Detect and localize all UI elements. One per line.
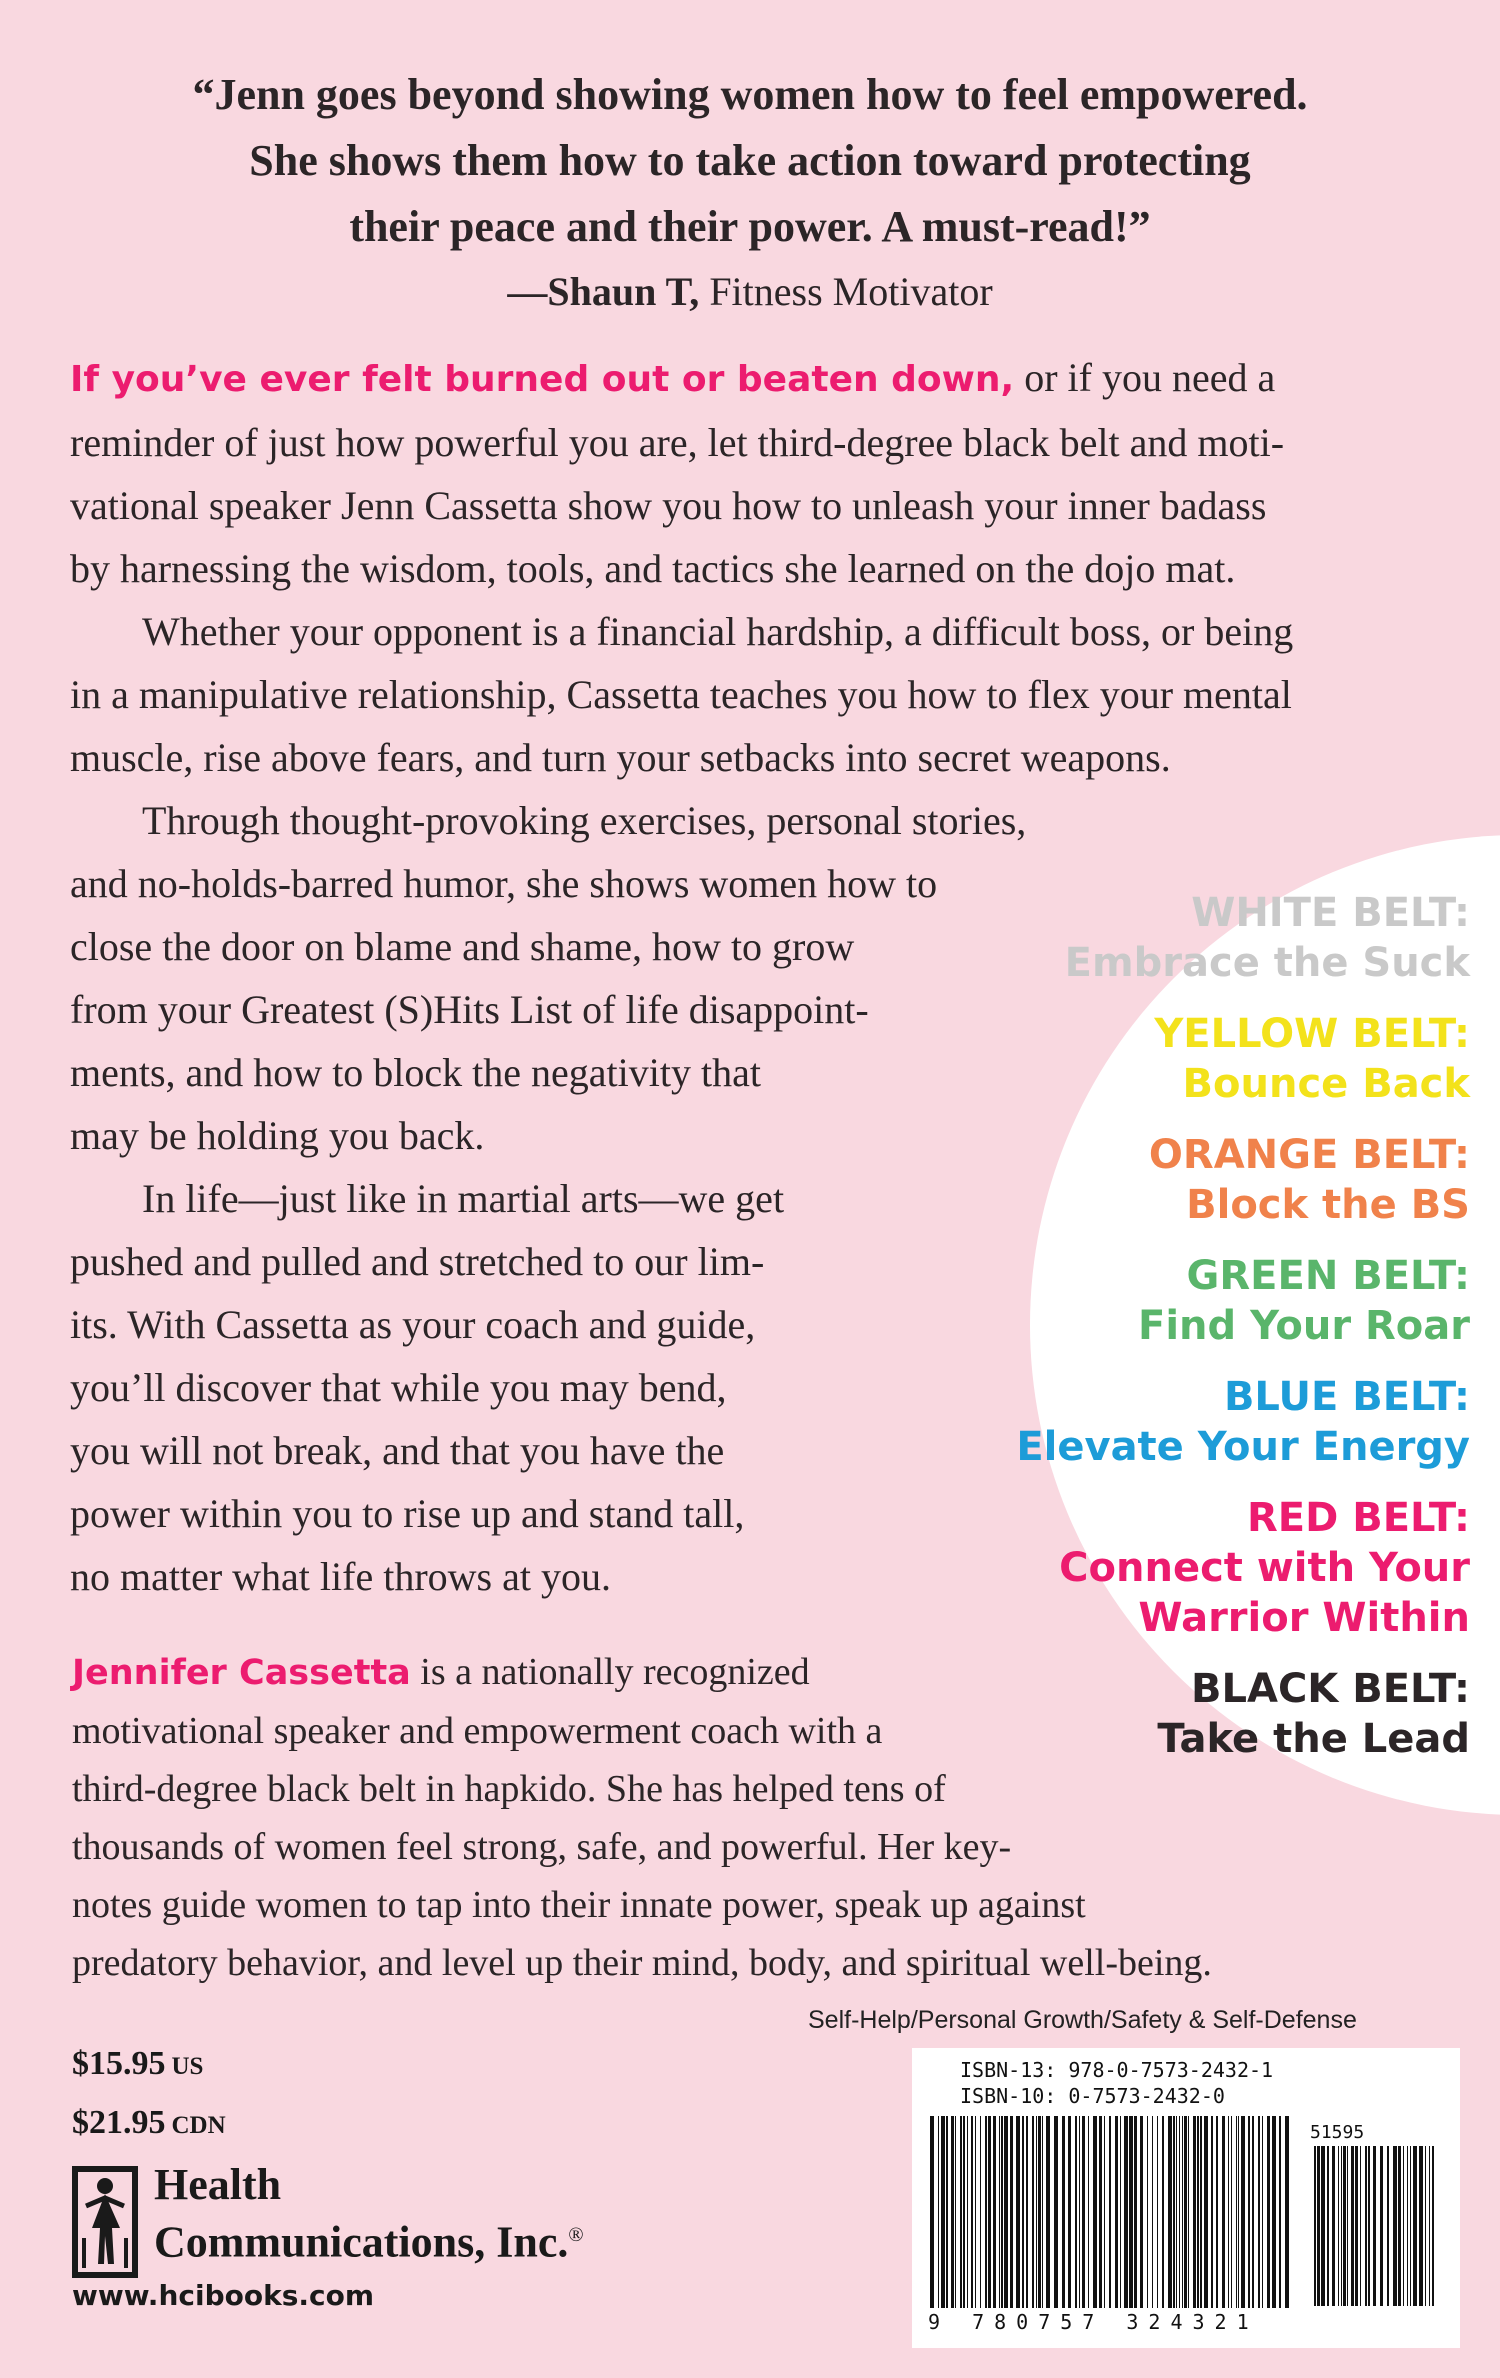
endorsement-quote (60, 62, 1440, 260)
publisher (72, 2160, 672, 2280)
ean-barcode (926, 2116, 1296, 2312)
barcode (912, 2048, 1460, 2348)
author-name: Jennifer Cassetta (72, 1653, 411, 1693)
barcode-bar (1258, 2116, 1260, 2308)
barcode-bar (985, 2116, 987, 2308)
price-barcode (1310, 2146, 1440, 2312)
book-category: Self-Help/Personal Growth/Safety & Self-Defense (808, 2006, 1357, 2034)
barcode-bar (1360, 2146, 1361, 2306)
registered-mark: ® (568, 2224, 584, 2246)
quote-line: She shows them how to take action toward protecting (249, 136, 1251, 185)
intro-line: by harnessing the wisdom, tools, and tactics she learned on the dojo mat. (70, 546, 1236, 591)
barcode-bar (1179, 2116, 1180, 2308)
belt-subtitle: Elevate Your Energy (1016, 1424, 1470, 1470)
price-amount: $15.95 (72, 2045, 166, 2082)
barcode-bar (1129, 2116, 1133, 2308)
barcode-bar (1231, 2116, 1232, 2308)
belt-title: BLACK BELT: (1191, 1666, 1470, 1712)
barcode-bar (988, 2116, 991, 2308)
barcode-bar (1046, 2116, 1050, 2308)
para4-line: In life—just like in martial arts—we get (142, 1176, 785, 1221)
belt-item (920, 1493, 1470, 1643)
barcode-bar (999, 2116, 1000, 2308)
barcode-bar (963, 2116, 965, 2308)
belt-title: YELLOW BELT: (1154, 1011, 1470, 1057)
barcode-bar (1147, 2116, 1148, 2308)
barcode-bar (1380, 2146, 1383, 2306)
para4-line: power within you to rise up and stand tall, (70, 1491, 745, 1536)
barcode-bar (1068, 2116, 1071, 2308)
barcode-bar (1115, 2116, 1118, 2308)
barcode-bar (1228, 2116, 1229, 2308)
quote-line: “Jenn goes beyond showing women how to feel empowered. (192, 70, 1308, 119)
isbn-13: ISBN-13: 978-0-7573-2432-1 (960, 2058, 1274, 2082)
barcode-bar (951, 2116, 954, 2308)
barcode-bar (1088, 2116, 1089, 2308)
isbn-10: ISBN-10: 0-7573-2432-0 (960, 2084, 1225, 2108)
quote-author-title: Fitness Motivator (709, 269, 993, 314)
barcode-bar (1373, 2146, 1376, 2306)
belt-item (920, 888, 1470, 988)
para4-line: you will not break, and that you have the (70, 1428, 725, 1473)
price-currency: US (171, 2053, 204, 2080)
barcode-bar (1262, 2116, 1263, 2308)
barcode-bar (1393, 2146, 1397, 2306)
barcode-bar (1188, 2116, 1189, 2308)
intro-lead: If you’ve ever felt burned out or beaten down, (70, 359, 1015, 400)
publisher-line2 (154, 2210, 584, 2268)
belt-title: RED BELT: (1246, 1495, 1470, 1541)
publisher-line1: Health (154, 2160, 282, 2209)
bio-line: third-degree black belt in hapkido. She has helped tens of (72, 1768, 946, 1810)
belt-title: ORANGE BELT: (1148, 1132, 1470, 1178)
barcode-bar (1079, 2116, 1080, 2308)
barcode-bar (980, 2116, 981, 2308)
barcode-bar (960, 2116, 962, 2308)
barcode-bar (1168, 2116, 1172, 2308)
barcode-bar (1279, 2116, 1281, 2308)
para4-line: no matter what life throws at you. (70, 1554, 611, 1599)
belt-subtitle: Bounce Back (1182, 1061, 1470, 1107)
barcode-bar (1134, 2116, 1137, 2308)
para2-line: muscle, rise above fears, and turn your setbacks into secret weapons. (70, 735, 1171, 780)
barcode-bar (1104, 2116, 1105, 2308)
barcode-bar (1152, 2116, 1153, 2308)
barcode-bar (1204, 2116, 1208, 2308)
barcode-bar (1407, 2146, 1408, 2306)
barcode-bar (1157, 2116, 1158, 2308)
barcode-bar (1016, 2116, 1020, 2308)
bio-rest: is a nationally recognized (410, 1651, 810, 1693)
barcode-bar (941, 2116, 945, 2308)
barcode-bar (1176, 2116, 1177, 2308)
barcode-bar (1022, 2116, 1024, 2308)
barcode-bar (1285, 2116, 1289, 2308)
intro-line (70, 346, 1430, 411)
belt-item (920, 1009, 1470, 1109)
quote-attribution (60, 264, 1440, 320)
para2-line: Whether your opponent is a financial hardship, a difficult boss, or being (142, 609, 1294, 654)
para3-line: and no-holds-barred humor, she shows women how to (70, 861, 938, 906)
barcode-bar (1272, 2116, 1276, 2308)
bio-line: thousands of women feel strong, safe, and powerful. Her key- (72, 1826, 1012, 1868)
barcode-bar (1109, 2116, 1111, 2308)
barcode-bar (1341, 2146, 1342, 2306)
barcode-bar (1216, 2116, 1218, 2308)
price-currency: CDN (171, 2112, 226, 2139)
barcode-bar (1355, 2146, 1358, 2306)
belt-subtitle: Connect with Your (1059, 1545, 1470, 1591)
quote-author: —Shaun T, (507, 269, 700, 314)
para2-line: in a manipulative relationship, Cassetta teaches you how to flex your mental (70, 672, 1292, 717)
publisher-line2-text: Communications, Inc. (154, 2217, 569, 2267)
barcode-bar (1252, 2116, 1254, 2308)
barcode-bar (1182, 2116, 1183, 2308)
barcode-bar (1211, 2116, 1213, 2308)
barcode-bar (1403, 2146, 1404, 2306)
barcode-bar (1365, 2146, 1367, 2306)
para4-line: you’ll discover that while you may bend, (70, 1365, 727, 1410)
publisher-logo-icon (72, 2166, 138, 2278)
belt-title: GREEN BELT: (1186, 1253, 1470, 1299)
publisher-name (154, 2160, 584, 2268)
barcode-bar (1173, 2116, 1175, 2308)
barcode-digits: 9 780757 324321 (928, 2310, 1259, 2334)
para3-line: may be holding you back. (70, 1113, 485, 1158)
barcode-bar (1200, 2116, 1202, 2308)
barcode-bar (1036, 2116, 1037, 2308)
barcode-bar (1238, 2116, 1239, 2308)
price-cdn (72, 2095, 226, 2154)
bio-line: predatory behavior, and level up their mind, body, and spiritual well-being. (72, 1942, 1212, 1984)
para4-line: pushed and pulled and stretched to our lim- (70, 1239, 765, 1284)
barcode-bar (1317, 2146, 1320, 2306)
barcode-bar (955, 2116, 956, 2308)
barcode-bar (938, 2116, 939, 2308)
belt-subtitle: Embrace the Suck (1064, 940, 1470, 986)
barcode-bar (1054, 2116, 1058, 2308)
barcode-bar (1236, 2116, 1237, 2308)
barcode-bar (1120, 2116, 1121, 2308)
barcode-bar (971, 2116, 973, 2308)
bio-line (72, 1643, 1452, 1702)
belt-subtitle: Take the Lead (1157, 1716, 1470, 1762)
barcode-bar (1332, 2146, 1335, 2306)
publisher-website[interactable]: www.hcibooks.com (72, 2279, 375, 2312)
price-amount: $21.95 (72, 2104, 166, 2141)
barcode-bar (1351, 2146, 1354, 2306)
intro-line: reminder of just how powerful you are, let third-degree black belt and moti- (70, 420, 1285, 465)
para3-line: ments, and how to block the negativity that (70, 1050, 761, 1095)
belt-item (920, 1372, 1470, 1472)
barcode-bar (1184, 2116, 1187, 2308)
para3-line: Through thought-provoking exercises, personal stories, (142, 798, 1027, 843)
barcode-bar (1432, 2146, 1434, 2306)
barcode-bar (1347, 2146, 1348, 2306)
bio-line: notes guide women to tap into their innate power, speak up against (72, 1884, 1086, 1926)
barcode-bar (1429, 2146, 1430, 2306)
barcode-bar (1419, 2146, 1423, 2306)
barcode-bar (1140, 2116, 1143, 2308)
price-code: 51595 (1310, 2122, 1365, 2143)
barcode-bar (1413, 2146, 1417, 2306)
barcode-bar (1267, 2116, 1270, 2308)
barcode-bar (975, 2116, 976, 2308)
barcode-bar (993, 2116, 996, 2308)
barcode-bar (1032, 2116, 1034, 2308)
belt-item (920, 1251, 1470, 1351)
barcode-bar (1010, 2116, 1013, 2308)
prices (72, 2036, 226, 2154)
barcode-bar (1248, 2116, 1250, 2308)
barcode-bar (1062, 2116, 1065, 2308)
para4-line: its. With Cassetta as your coach and guide, (70, 1302, 756, 1347)
barcode-bar (1001, 2116, 1003, 2308)
para3-line: from your Greatest (S)Hits List of life disappoint- (70, 987, 869, 1032)
barcode-bar (1124, 2116, 1128, 2308)
belt-subtitle: Find Your Roar (1138, 1303, 1470, 1349)
barcode-bar (967, 2116, 968, 2308)
barcode-bar (1387, 2146, 1389, 2306)
barcode-bar (1222, 2116, 1225, 2308)
barcode-bar (1241, 2116, 1245, 2308)
barcode-bar (1338, 2146, 1339, 2306)
belt-title: BLUE BELT: (1223, 1374, 1470, 1420)
quote-line: their peace and their power. A must-read!” (349, 202, 1151, 251)
belt-subtitle: Warrior Within (1138, 1595, 1470, 1641)
barcode-bar (1042, 2116, 1043, 2308)
barcode-bar (1314, 2146, 1316, 2306)
barcode-bar (1410, 2146, 1411, 2306)
barcode-bar (1327, 2146, 1329, 2306)
barcode-bar (930, 2116, 934, 2308)
intro-rest: or if you need a (1014, 355, 1276, 400)
bio-line: motivational speaker and empowerment coach with a (72, 1710, 883, 1752)
price-us (72, 2036, 226, 2095)
para3-line: close the door on blame and shame, how to grow (70, 924, 855, 969)
barcode-bar (1075, 2116, 1077, 2308)
barcode-bar (1193, 2116, 1196, 2308)
intro-line: vational speaker Jenn Cassetta show you how to unleash your inner badass (70, 483, 1267, 528)
barcode-bar (1038, 2116, 1041, 2308)
barcode-bar (1026, 2116, 1028, 2308)
barcode-bar (1004, 2116, 1008, 2308)
barcode-bar (1398, 2146, 1401, 2306)
barcode-bar (1197, 2116, 1199, 2308)
barcode-bar (946, 2116, 948, 2308)
author-bio (72, 1643, 1452, 1992)
barcode-bar (1093, 2116, 1097, 2308)
barcode-bar (1162, 2116, 1164, 2308)
belt-title: WHITE BELT: (1191, 890, 1470, 936)
barcode-bar (1082, 2116, 1085, 2308)
belt-item (920, 1130, 1470, 1230)
barcode-bar (1425, 2146, 1426, 2306)
barcode-bar (1343, 2146, 1346, 2306)
barcode-bar (1368, 2146, 1370, 2306)
barcode-bar (1321, 2146, 1325, 2306)
belt-subtitle: Block the BS (1186, 1182, 1470, 1228)
barcode-bar (1099, 2116, 1102, 2308)
